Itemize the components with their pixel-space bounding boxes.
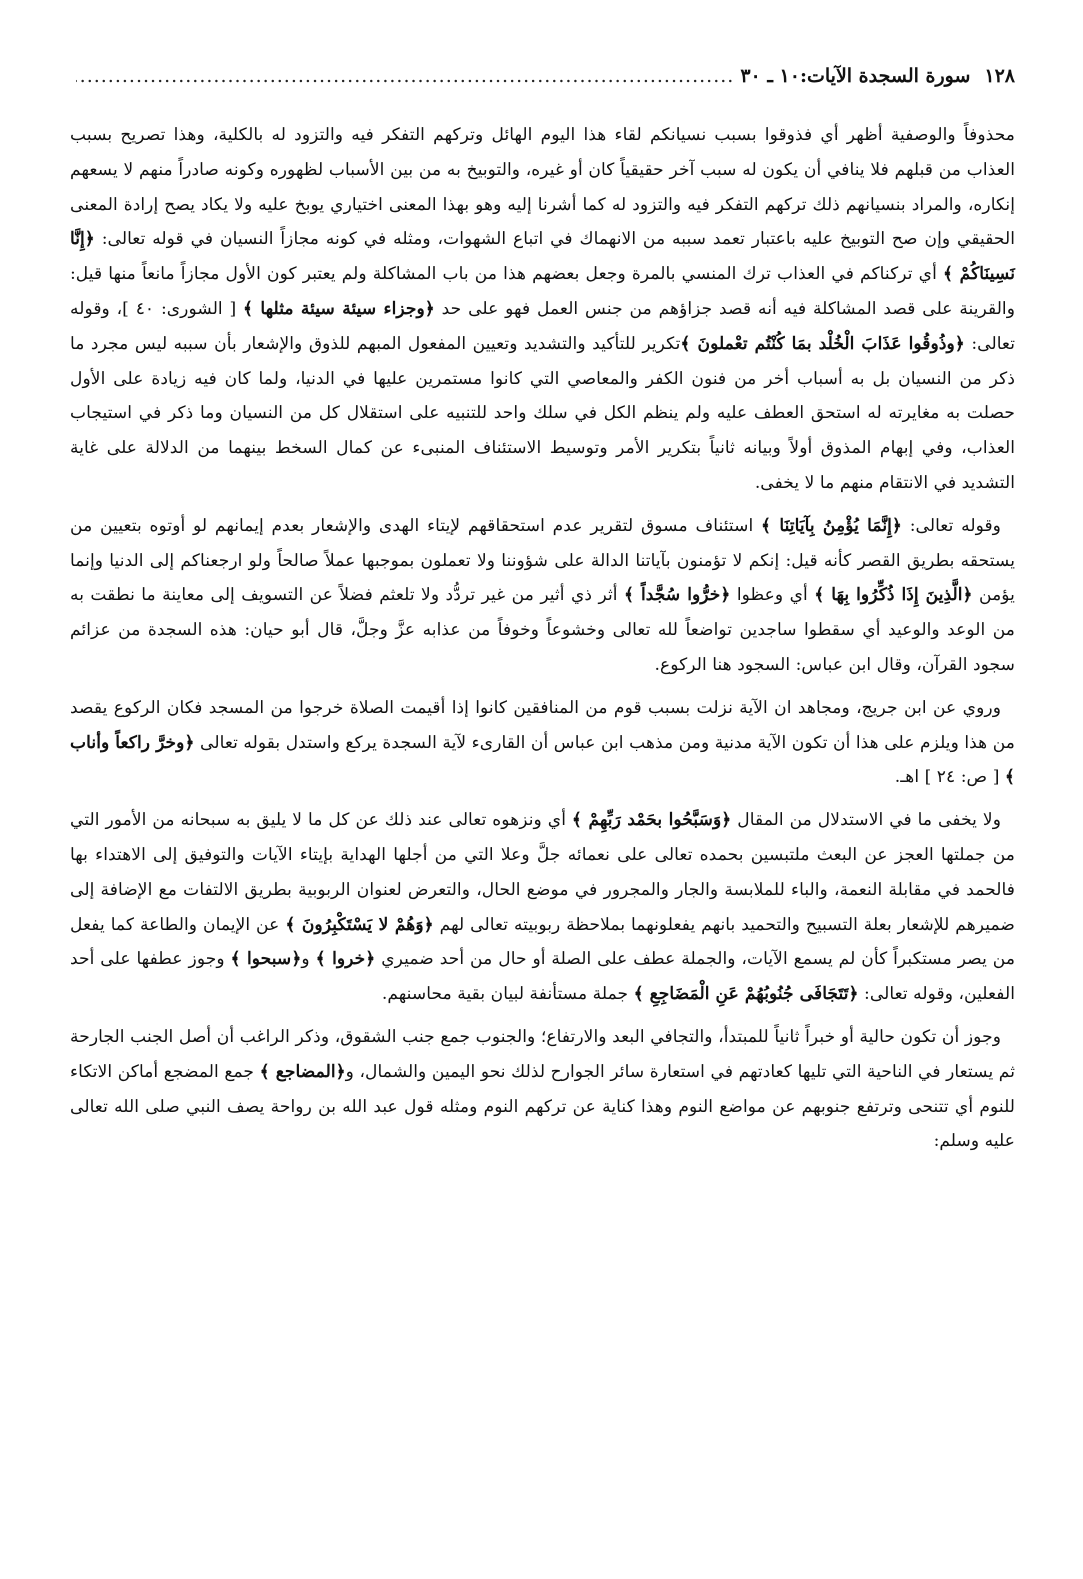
text-segment: و — [301, 949, 316, 970]
text-segment: محذوفاً والوصفية أظهر أي فذوقوا بسبب نسيانكم لقاء هذا اليوم الهائل وتركهم التفكر فيه والتزود له بالكلية، وهذا تصريح بسبب العذاب من قبلهم فلا ينافي أن يكون له سبب آخر حقيقياً كان أو غيره، والتوبيخ به من بين الأسباب لظهوره وكونه صادراً منهم لا يسعهم إنكاره، والمراد بنسيانهم ذلك تركهم التفكر فيه والتزود له كما أشرنا إليه وهو بهذا المعنى اختياري يوبخ عليه ولا يكاد يصح إرادة المعنى الحقيقي وإن صح التوبيخ عليه باعتبار تعمد سببه من الانهماك في اتباع الشهوات، ومثله في كونه مجازاً النسيان في قوله تعالى: — [70, 125, 1015, 250]
paragraph — [70, 509, 1015, 683]
paragraph — [70, 691, 1015, 795]
quran-quote: ﴿المضاجع ﴾ — [259, 1061, 346, 1082]
running-head — [70, 62, 1015, 92]
body-text — [70, 118, 1015, 1159]
text-segment: وروي عن ابن جريج، ومجاهد ان الآية نزلت بسبب قوم من المنافقين كانوا إذا أقيمت الصلاة خرجوا من المسجد فكان الركوع يقصد من هذا ويلزم على هذا أن تكون الآية مدنية ومن مذهب ابن عباس أن القارىء لآية السجدة يركع واستدل بقوله تعالى — [70, 697, 1015, 753]
quran-quote: ﴿خروا ﴾ — [315, 949, 376, 970]
text-segment: وقوله تعالى: — [901, 515, 1001, 536]
leader-dots — [76, 62, 734, 90]
text-segment: جملة مستأنفة لبيان بقية محاسنهم. — [381, 984, 634, 1005]
text-segment: استئناف مسوق لتقرير عدم استحقاقهم لإيتاء الهدى والإشعار بعدم إيمانهم لو أوتوه بتعيين من يستحقه بطريق القصر كأنه قيل: إنكم لا تؤمنون بآياتنا الدالة على شؤوننا ولا تعملون بموجبها عملاً صالحاً ولو ارجعناكم إلى الدنيا وإنما يؤمن — [70, 515, 1015, 606]
quran-quote: ﴿وَهُمْ لا يَسْتَكْبِرُونَ ﴾ — [285, 914, 434, 935]
text-segment: [ الشورى: ٤٠ ]، وقوله تعالى: — [70, 298, 1016, 354]
paragraph — [70, 803, 1015, 1012]
paragraph — [70, 1020, 1015, 1159]
quran-quote: ﴿وَسَبَّحُوا بحَمْد رَبِّهِمْ ﴾ — [571, 810, 732, 831]
quran-quote: ﴿خرُّوا سُجَّداً ﴾ — [623, 585, 731, 606]
text-segment: جمع المضجع أماكن الاتكاء للنوم أي تتنحى وترتفع جنوبهم عن مواضع النوم وهذا كناية عن تركهم النوم ومثله قول عبد الله بن رواحة يصف النبي صلى الله تعالى عليه وسلم: — [70, 1061, 1015, 1152]
text-segment: [ ص: ٢٤ ] اهـ. — [894, 767, 1005, 788]
quran-quote: ﴿وذُوقُوا عَذَابَ الْخُلْد بمَا كُنْتُم تعْملونَ ﴾ — [680, 333, 965, 354]
text-segment: تكرير للتأكيد والتشديد وتعيين المفعول المبهم للذوق والإشعار بأن سببه ليس مجرد ما ذكر من النسيان بل به أسباب أخر من فنون الكفر والمعاصي التي كانوا مستمرين عليها في الدنيا، ولما كان فيه زيادة على الأول حصلت به مغايرته له استحق العطف عليه ولم ينظم الكل في سلك واحد للتنبيه على استقلال كل من النسيان وما ذكر في استيجاب العذاب، وفي إبهام المذوق أولاً وبيانه ثانياً بتكرير الأمر وتوسيط الاستئناف المنبىء عن كمال السخط بينهما من الدلالة على غاية التشديد في الانتقام منهم ما لا يخفى. — [70, 333, 1015, 493]
text-segment: أي وعظوا — [730, 585, 815, 606]
surah-title: سورة السجدة الآيات: — [799, 65, 971, 87]
text-segment: أثر ذي أثير من غير تردُّد ولا تلعثم فضلاً عن التسويف إلى معاينة ما نطقت به من الوعد والوعيد أي سقطوا ساجدين تواضعاً لله تعالى وخشوعاً وخوفاً من عذابه عزَّ وجلَّ، قال أبو حيان: هذه السجدة من عزائم سجود القرآن، وقال ابن عباس: السجود هنا الركوع. — [70, 585, 1015, 675]
quran-quote: ﴿وخرَّ راكعاً وأناب ﴾ — [70, 732, 1015, 788]
quran-quote: ﴿إِنَّمَا يُؤْمِنُ بِآيَاتِنَا ﴾ — [761, 515, 902, 536]
quran-quote: ﴿تَتَجَافَى جُنُوبُهُمْ عَنِ الْمَضَاجِعِ ﴾ — [633, 984, 859, 1005]
page-number: ١٢٨ — [984, 65, 1015, 87]
verse-range: ١٠ ـ ٣٠ — [740, 65, 800, 87]
text-segment: عن الإيمان والطاعة كما يفعل من يصر مستكبراً كأن لم يسمع الآيات، والجملة عطف على الصلة أو حال من أحد ضميري — [70, 914, 1016, 970]
quran-quote: ﴿إِنَّا نَسِينَاكُمْ ﴾ — [70, 229, 1015, 285]
text-segment: أي ونزهوه تعالى عند ذلك عن كل ما لا يليق به سبحانه من الأمور التي من جملتها العجز عن البعث ملتبسين بحمده تعالى على نعمائه جلَّ وعلا التي من أجلها الهداية بإيتاء الآيات والتوفيق إلى الاهتداء بها فالحمد في مقابلة النعمة، والباء للملابسة والجار والمجرور في موضع الحال، والتعرض لعنوان الربوبية بطريق الالتفات مع الإضافة إلى ضميرهم للإشعار بعلة التسبيح والتحميد بانهم يفعلونهما بملاحظة ربوبيته تعالى لهم — [70, 810, 1016, 935]
text-segment: وجوز أن تكون حالية أو خبراً ثانياً للمبتدأ، والتجافي البعد والارتفاع؛ والجنوب جمع جنب الشقوق، وذكر الراغب أن أصل الجنب الجارحة ثم يستعار في الناحية التي تليها كعادتهم في استعارة سائر الجوارح لذلك نحو اليمين والشمال، و — [70, 1026, 1015, 1082]
paragraph — [70, 118, 1015, 501]
text-segment: وجوز عطفها على أحد الفعلين، وقوله تعالى: — [70, 949, 1015, 1005]
quran-quote: ﴿الَّذِينَ إِذَا ذُكِّرُوا بِهَا ﴾ — [814, 585, 973, 606]
text-segment: أي تركناكم في العذاب ترك المنسي بالمرة وجعل بعضهم هذا من باب المشاكلة ولم يعتبر كون الأول مجازاً مانعاً منها قيل: والقرينة على قصد المشاكلة فيه أنه قصد جزاؤهم من جنس العمل فهو على حد — [70, 264, 1016, 319]
text-segment: ولا يخفى ما في الاستدلال من المقال — [731, 810, 1001, 831]
quran-quote: ﴿وجزاء سيئة سيئة مثلها ﴾ — [243, 298, 435, 319]
quran-quote: ﴿سبحوا ﴾ — [230, 949, 302, 970]
